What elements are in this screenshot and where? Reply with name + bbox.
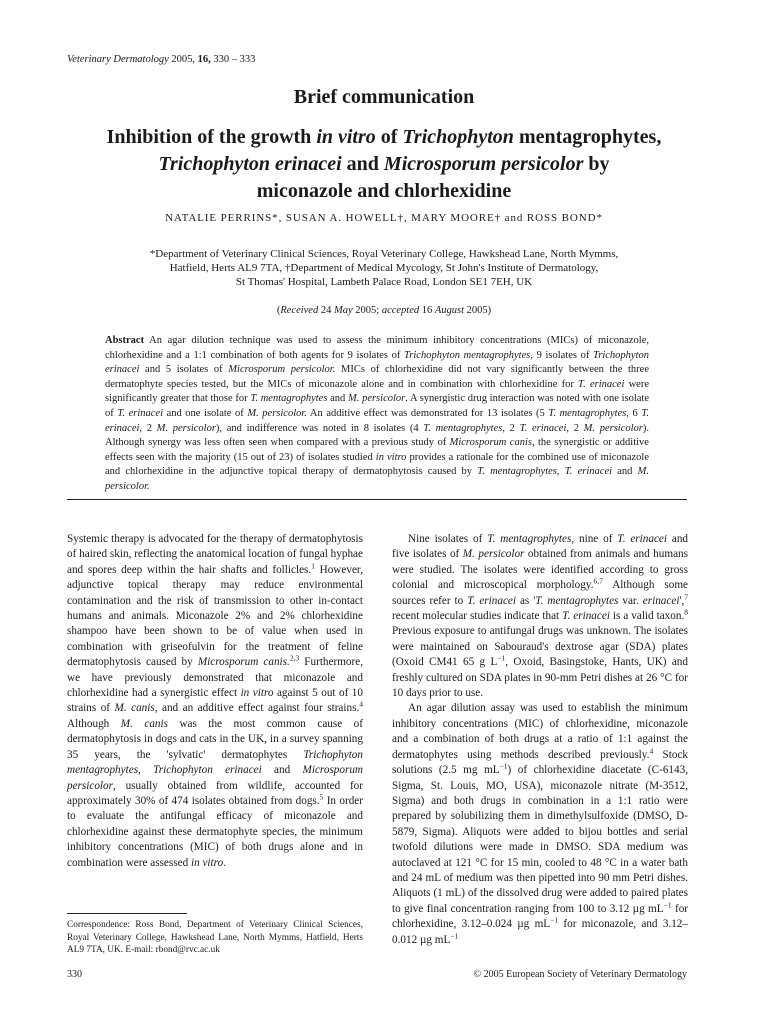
section-divider (67, 499, 687, 500)
body-column-right (392, 532, 688, 948)
abstract-label: Abstract (105, 335, 145, 346)
abstract: Abstract An agar dilution technique was used to assess the minimum inhibitory concentrations (MICs) of miconazole, chlorhexidine and a 1:1 combination of both agents for 9 isolates of Trichophyton mentagrophytes, 9 isolates of Trichophyton erinacei and 5 isolates of Microsporum persicolor. MICs of chlorhexidine did not vary significantly between the three dermatophyte species tested, but the MICs of miconazole alone and in combination with chlorhexidine for T. erinacei were significantly greater that those for T. mentagrophytes and M. persicolor. A synergistic drug interaction was noted with one isolate of T. erinacei and one isolate of M. persicolor. An additive effect was demonstrated for 13 isolates (5 T. mentagrophytes, 6 T. erinacei, 2 M. persicolor), and indifference was noted in 8 isolates (4 T. mentagrophytes, 2 T. erinacei, 2 M. persicolor). Although synergy was less often seen when compared with a previous study of Microsporum canis, the synergistic or additive effects seen with the majority (15 out of 23) of isolates studied in vitro provides a rationale for the combined use of miconazole and chlorhexidine in the adjunctive topical therapy of dermatophytosis caused by T. mentagrophytes, T. erinacei and M. persicolor. (105, 335, 650, 492)
section-type-heading: Brief communication (293, 86, 475, 108)
paragraph-isolates: Nine isolates of T. mentagrophytes, nine of T. erinacei and five isolates of M. persicolor obtained from animals and humans were studied. The isolates were identified according to gross colonial and microscopical morphology.$^{6,7}$ Although some sources refer to T. erinacei as 'T. mentagrophytes var. erinacei',$^7$ recent molecular studies indicate that T. erinacei is a valid taxon.$^8$ Previous exposure to antifungal drugs was unknown. The isolates were maintained on Sabouraud's dextrose agar (SDA) plates (Oxoid CM41 65 g $L^{-1}$, Oxoid, Basingstoke, Hants, UK) and freshly cultured on SDA plates in 90-mm Petri dishes at 26 °C for 10 days prior to use. (392, 533, 689, 700)
author-list: NATALIE PERRINS*, SUSAN A. HOWELL†, MARY MOORE† and ROSS BOND* (165, 212, 603, 224)
paragraph-introduction: Systemic therapy is advocated for the therapy of dermatophytosis of haired skin, reflecting the anatomical location of fungal hyphae and spores deep within the hair shafts and follicles.$^1$ However, adjunctive topical therapy may reduce environmental contamination and the risk of transmission to other in-contact humans and animals. Miconazole 2% and 2% chlorhexidine shampoo have been shown to be of value when used in combination with griseofulvin for the treatment of feline dermatophytosis caused by Microsporum canis.$^{2,3}$ Furthermore, we have previously demonstrated that miconazole and chlorhexidine had a synergistic effect in vitro against 5 out of 10 strains of M. canis, and an additive effect against four strains.$^4$ Although M. canis was the most common cause of dermatophytosis in dogs and cats in the UK, in a survey spanning 35 years, the 'sylvatic' dermatophytes Trichophyton mentagrophytes, Trichophyton erinacei and Microsporum persicolor, usually obtained from wildlife, accounted for approximately 30% of 474 isolates obtained from dogs.$^5$ In order to evaluate the antifungal efficacy of miconazole and chlorhexidine against these dermatophyte species, the minimum inhibitory concentrations (MIC) of both drugs alone and in combination were assessed in vitro. (67, 533, 364, 869)
footnote-divider (67, 913, 187, 914)
affiliations: *Department of Veterinary Clinical Sciences, Royal Veterinary College, Hawkshead Lane, North Mymms, Hatfield, Herts AL9 7TA, †Department of Medical Mycology, St John's Institute of Dermatology, St Thomas' Hospital, Lambeth Palace Road, London SE1 7EH, UK (149, 248, 619, 288)
journal-reference: Veterinary Dermatology 2005, 16, 330 – 333 (67, 54, 256, 65)
page-number: 330 (67, 969, 82, 980)
article-title: Inhibition of the growth in vitro of Trichophyton mentagrophytes, Trichophyton erinacei and Microsporum persicolor by miconazole and chlorhexidine (106, 126, 662, 202)
correspondence-footnote: Correspondence: Ross Bond, Department of Veterinary Clinical Sciences, Royal Veterinary College, Hawkshead Lane, North Mymms, Hatfield, Herts AL9 7TA, UK. E-mail: rbond@rvc.ac.uk (67, 920, 363, 956)
copyright-notice: © 2005 European Society of Veterinary Dermatology (473, 969, 687, 980)
received-accepted-dates: (Received 24 May 2005; accepted 16 August 2005) (276, 305, 492, 316)
paragraph-agar-dilution: An agar dilution assay was used to establish the minimum inhibitory concentrations (MIC) of chlorhexidine, miconazole and a combination of both drugs at a ratio of 1:1 against the dermatophytes using methods described previously.$^4$ Stock solutions (2.5 mg $mL^{-1}$) of chlorhexidine diacetate (C-6143, Sigma, St. Louis, MO, USA), miconazole nitrate (M-3512, Sigma) and both drugs in combination in a 1:1 ratio were prepared by solubilizing them in dimethylsulfoxide (DMSO, D-5879, Sigma). Aliquots were added to bijou bottles and serial twofold dilutions were made in DMSO. SDA medium was autoclaved at 121 °C for 15 min, cooled to 48 °C in a water bath and 24 mL of medium was then pipetted into 90 mm Petri dishes. Aliquots (1 mL) of the dissolved drug were added to paired plates to give final concentration ranging from 100 to 3.12 µg $mL^{-1}$ for chlorhexidine, 3.12–0.024 µg $mL^{-1}$ for miconazole, and 3.12–0.012 µg $mL^{-1}$ (392, 702, 689, 946)
body-column-left (67, 532, 363, 871)
